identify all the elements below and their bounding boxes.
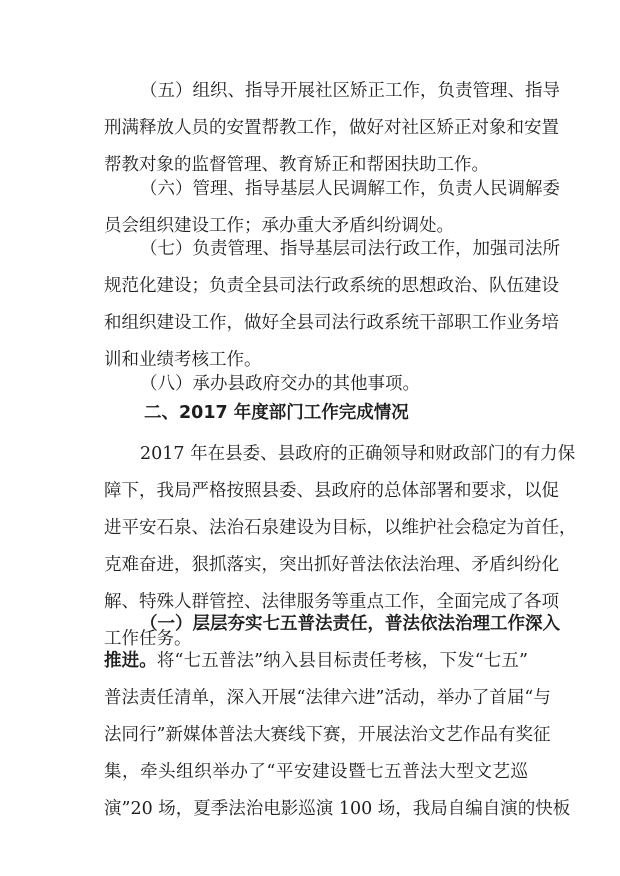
subsection-title-end: 推进。 (104, 651, 157, 671)
text-line: 克难奋进，狠抓落实，突出抓好普法依法治理、矛盾纠纷化 (104, 555, 559, 575)
text-line: （五）组织、指导开展社区矫正工作，负责管理、指导 (140, 81, 560, 101)
paragraph-item-7 (104, 231, 560, 379)
section-heading: 二、2017 年度部门工作完成情况 (144, 403, 409, 423)
text-line: 和组织建设工作，做好全县司法行政系统干部职工作业务培 (104, 313, 559, 333)
text-line: 2017 年在县委、县政府的正确领导和财政部门的有力保 (140, 444, 576, 464)
text-line: 刑满释放人员的安置帮教工作，做好对社区矫正对象和安置 (104, 118, 559, 138)
text-line: 帮教对象的监督管理、教育矫正和帮困扶助工作。 (104, 155, 489, 175)
text-line (104, 643, 528, 680)
text-line: 集，牵头组织举办了“平安建设暨七五普法大型文艺巡 (104, 762, 528, 782)
text-line: （八）承办县政府交办的其他事项。 (140, 374, 420, 394)
text-line: 障下，我局严格按照县委、县政府的总体部署和要求，以促 (104, 481, 559, 501)
text-line: （六）管理、指导基层人民调解工作，负责人民调解委 (140, 179, 560, 199)
text-line: 员会组织建设工作；承办重大矛盾纠纷调处。 (104, 216, 454, 236)
text-line: 规范化建设；负责全县司法行政系统的思想政治、队伍建设 (104, 276, 559, 296)
text-line: 训和业绩考核工作。 (104, 350, 262, 370)
text-line: 解、特殊人群管控、法律服务等重点工作，全面完成了各项 (104, 592, 559, 612)
text-line: 演”20 场，夏季法治电影巡演 100 场，我局自编自演的快板 (104, 799, 571, 819)
paragraph-subsection-1 (104, 606, 571, 828)
subsection-title-line: （一）层层夯实七五普法责任，普法依法治理工作深入 (140, 614, 560, 634)
text-run: 将“七五普法”纳入县目标责任考核，下发“七五” (156, 651, 528, 671)
text-line: （七）负责管理、指导基层司法行政工作，加强司法所 (140, 239, 560, 259)
text-line: 法同行”新媒体普法大赛线下赛，开展法治文艺作品有奖征 (104, 725, 551, 745)
text-line: 进平安石泉、法治石泉建设为目标，以维护社会稳定为首任， (104, 518, 577, 538)
text-line: 普法责任清单，深入开展“法律六进”活动，举办了首届“与 (104, 688, 551, 708)
text-line: 工作任务。 (104, 629, 192, 649)
paragraph-item-5 (104, 73, 560, 184)
